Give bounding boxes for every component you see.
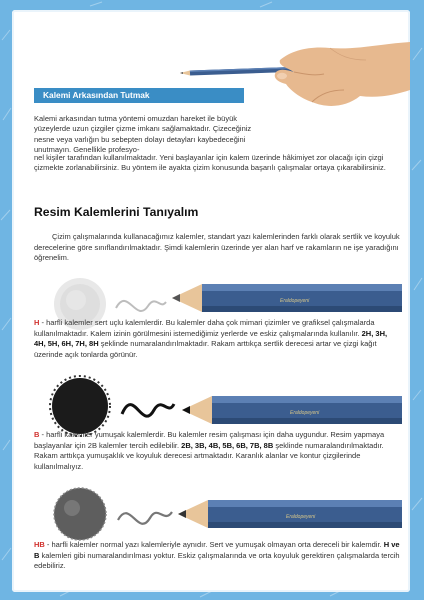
b-pencil-description: B - harfli kalemler yumuşak kalemlerdir. Bu kalemler resim çalışması için daha uygundur. Resim yapmaya başlayanlar için 2B kalemler tercih edilebilir. 2B, 3B, 4B, 5B, 6B, 7B, 8B şeklinde numaralandırılmaktadır. Rakam arttıkça yumuşaklık ve koyuluk derecesi artmaktadır. Karanlık alanlar ve kontur çizgilerinde kullanılmalıyız. <box>34 430 385 471</box>
b-stroke-sample <box>122 404 174 416</box>
hb-grades: H ve B <box>34 540 400 560</box>
hb-stroke-sample <box>118 512 172 524</box>
b-shading-swatch <box>50 376 110 436</box>
page <box>12 10 410 592</box>
h-stroke-sample <box>116 301 166 311</box>
b-grades: 2B, 3B, 4B, 5B, 6B, 7B, 8B <box>181 440 274 450</box>
paragraph-tutma-2: nel kişiler tarafından kullanılmaktadır. Yeni başlayanlar için kalem üzerinde hâkimiyet zor olacağı için çizgi çizmekte zorlanabilirsiniz. Bu yöntem ile ayakta çizim konusunda başarılı çalışmalar ortaya çıkarabilirsiniz. <box>34 153 386 173</box>
svg-text:Eraldopeyeni: Eraldopeyeni <box>286 514 316 520</box>
hb-pencil <box>178 500 402 528</box>
svg-text:Eraldopeyeni: Eraldopeyeni <box>280 298 310 304</box>
h-pencil <box>172 284 402 312</box>
svg-text:Eraldopeyeni: Eraldopeyeni <box>290 410 320 416</box>
h-pencil-description: H - harfli kalemler sert uçlu kalemlerdir. Bu kalemler daha çok mimari çizimler ve grafiksel çalışmalarda kullanılmaktadır. Kalem izinin görülmesini istemediğimiz yerlerde ve eskiz çalışmalarında kullanılır. 2H, 3H, 4H, 5H, 6H, 7H, 8H şeklinde numaralandırılmaktadır. Rakam arttıkça sertlik derecesi artar ve çizgi kağıt üzerinde açık tonlarda görünür. <box>34 318 388 359</box>
hb-pencil-description: HB - harfli kalemler normal yazı kalemleriyle aynıdır. Sert ve yumuşak olmayan orta dereceli bir kalemdir. H ve B kalemleri gibi numaralandırılması yoktur. Eskiz çalışmalarında ve orta koyuluk gerektiren çalışmalarda tercih edebiliriz. <box>34 540 400 571</box>
hb-letter: HB <box>34 540 45 549</box>
hb-shading-swatch <box>54 488 106 540</box>
h-grades: 2H, 3H, 4H, 5H, 6H, 7H, 8H <box>34 328 388 349</box>
section-heading-resim-kalemleri: Resim Kalemlerini Tanıyalım <box>34 205 199 219</box>
b-pencil <box>182 396 402 424</box>
h-letter: H <box>34 318 40 327</box>
paragraph-tutma-1: Kalemi arkasından tutma yöntemi omuzdan hareket ile büyük yüzeylerde uzun çizgiler çizme imkanı sağlamaktadır. Çizeceğiniz nesne veya varlığın bu sebepten dolayı detayları kaybedeceğini unutmayın. Genellikle profesyo- <box>34 114 252 154</box>
b-letter: B <box>34 430 40 439</box>
paragraph-intro: Çizim çalışmalarında kullanacağımız kalemler, standart yazı kalemlerinden farklı olarak sertlik ve koyuluk derecelerine göre sınıflandırılmaktadır. Şimdi kalemlerin üzerinde yer alan harf ve rakamların ne işe yaradığını öğrenelim. <box>34 232 400 263</box>
section-banner-kalemi-arkasindan-tutmak: Kalemi Arkasından Tutmak <box>34 88 244 103</box>
